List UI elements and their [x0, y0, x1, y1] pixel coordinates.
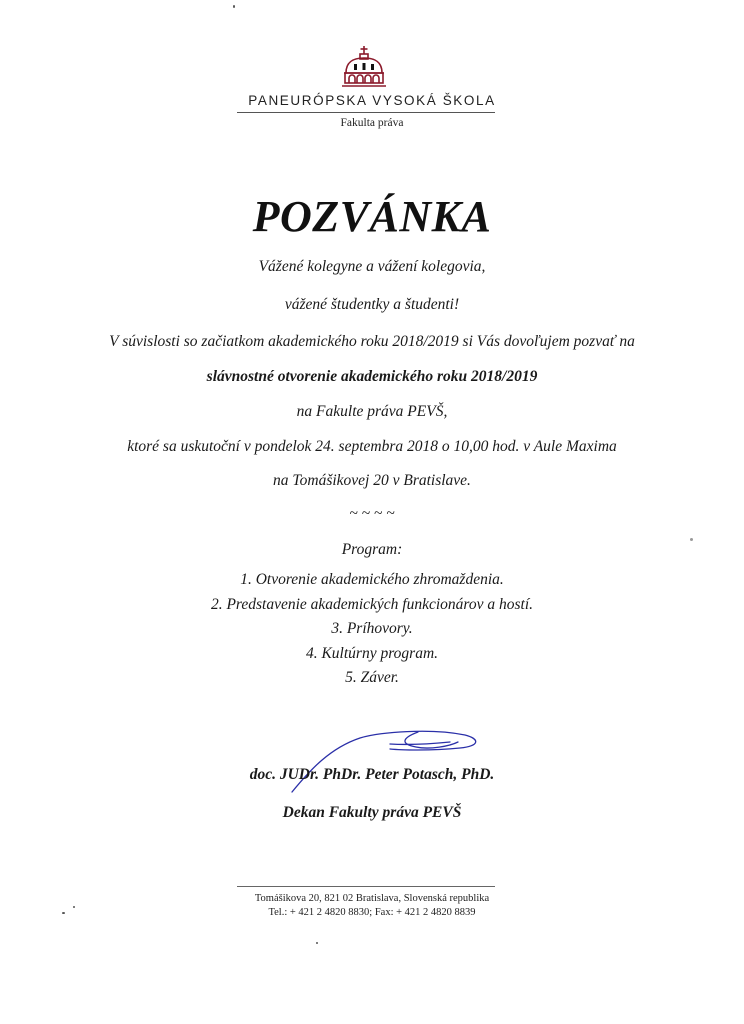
university-name: PANEURÓPSKA VYSOKÁ ŠKOLA: [248, 93, 496, 108]
datetime-text: ktoré sa uskutoční v pondelok 24. septembra 2018 o 10,00 hod. v Aule Maxima: [127, 438, 617, 455]
footer-divider: [237, 886, 495, 887]
footer-address: Tomášikova 20, 821 02 Bratislava, Slovenská republika: [254, 893, 490, 904]
program-item: 3. Príhovory.: [331, 620, 413, 637]
scan-speck: [233, 5, 235, 8]
intro-text: V súvislosti so začiatkom akademického roku 2018/2019 si Vás dovoľujem pozvať na: [109, 333, 635, 350]
program-item: 5. Záver.: [345, 669, 399, 686]
header-divider: [237, 112, 495, 113]
program-item: 1. Otvorenie akademického zhromaždenia.: [240, 571, 504, 588]
program-item: 2. Predstavenie akademických funkcionárov a hostí.: [210, 595, 534, 613]
section-separator: ~ ~ ~ ~: [349, 505, 395, 522]
signatory-name: doc. JUDr. PhDr. Peter Potasch, PhD.: [249, 766, 495, 783]
event-name: slávnostné otvorenie akademického roku 2018/2019: [206, 368, 538, 385]
scan-speck: [62, 912, 65, 914]
location-line-2: na Tomášikovej 20 v Bratislave.: [273, 472, 471, 489]
university-dome-icon: [340, 45, 388, 87]
signatory-title: Dekan Fakulty práva PEVŠ: [282, 804, 462, 821]
footer-contact: Tel.: + 421 2 4820 8830; Fax: + 421 2 4820 8839: [268, 907, 476, 918]
handwritten-signature: [290, 722, 490, 802]
program-heading: Program:: [341, 541, 403, 558]
greeting-line-2: vážené študentky a študenti!: [284, 296, 460, 313]
scan-speck: [690, 538, 693, 541]
faculty-name: Fakulta práva: [340, 117, 404, 129]
page-title: POZVÁNKA: [252, 192, 492, 241]
scan-speck: [316, 942, 318, 944]
program-item: 4. Kultúrny program.: [305, 644, 439, 662]
location-line-1: na Fakulte práva PEVŠ,: [296, 403, 448, 420]
scan-speck: [73, 906, 75, 908]
program-list: [0, 568, 744, 691]
greeting-line-1: Vážené kolegyne a vážení kolegovia,: [258, 258, 486, 275]
